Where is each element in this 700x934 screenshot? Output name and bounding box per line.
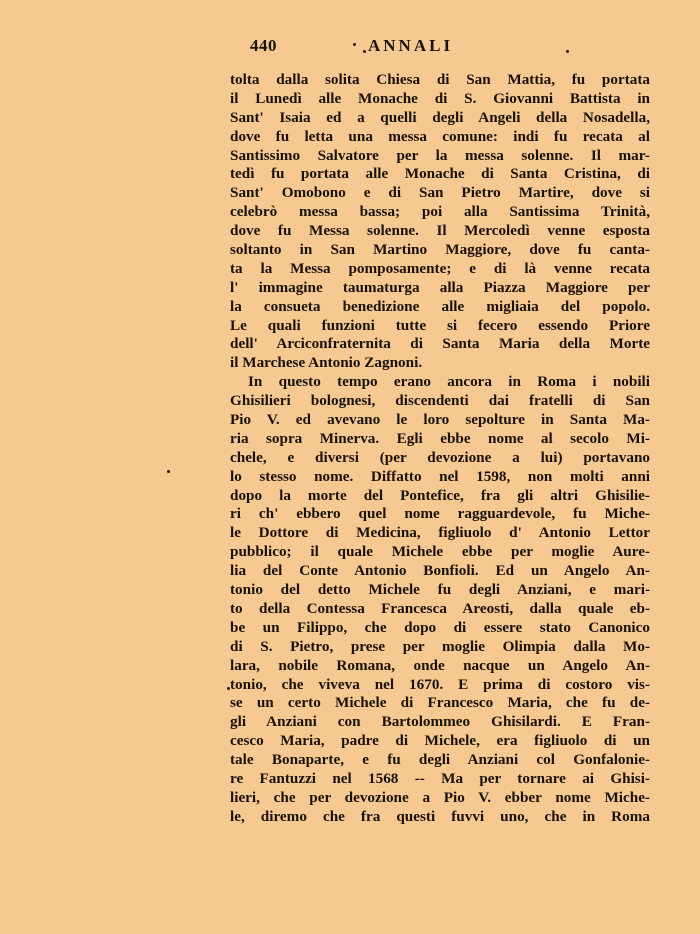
text-line: ria sopra Minerva. Egli ebbe nome al secolo Mi- [230,429,650,447]
text-line: re Fantuzzi nel 1568 -- Ma per tornare ai Ghisi- [230,769,650,787]
text-line: soltanto in San Martino Maggiore, dove fu canta- [230,241,650,259]
text-line: Sant' Isaia ed a quelli degli Angeli della Nosadella, [230,108,650,126]
ornament-dot [566,50,569,53]
text-line: Pio V. ed avevano le loro sepolture in Santa Ma- [230,411,650,429]
stray-mark [167,470,170,473]
text-line: lara, nobile Romana, onde nacque un Angelo An- [230,656,650,674]
text-line: dove fu letta una messa comune: indi fu recata al [230,127,650,145]
text-line: tolta dalla solita Chiesa di San Mattia, fu portata [230,71,650,88]
text-line: cesco Maria, padre di Michele, era figliuolo di un [230,732,650,750]
text-line: tonio, che viveva nel 1670. E prima di costoro vis- [230,675,650,693]
text-line: tonio del detto Michele fu degli Anziani, e mari- [230,581,650,599]
text-line: be un Filippo, che dopo di essere stato Canonico [230,618,650,636]
paragraph-1 [230,71,650,373]
text-line: tedì fu portata alle Monache di Santa Cristina, di [230,165,650,183]
text-line: celebrò messa bassa; poi alla Santissima Trinità, [230,203,650,221]
text-line: pubblico; il quale Michele ebbe per moglie Aure- [230,543,650,561]
text-line: se un certo Michele di Francesco Maria, che fu de- [230,694,650,712]
text-line: l' immagine taumaturga alla Piazza Maggiore per [230,278,650,296]
text-line: Ghisilieri bolognesi, discendenti dai fratelli di San [230,392,650,410]
text-line: le, diremo che fra questi fuvvi uno, che in Roma [230,807,650,825]
page-header [0,36,700,58]
text-line: la consueta benedizione alle migliaia del popolo. [230,297,650,315]
text-line: lo stesso nome. Diffatto nel 1598, non molti anni [230,467,650,485]
ornament-dot [363,50,366,53]
text-line: tale Bonaparte, e fu degli Anziani col Gonfalonie- [230,751,650,769]
text-line: di S. Pietro, prese per moglie Olimpia dalla Mo- [230,637,650,655]
paragraph-2 [230,373,650,826]
text-line: dove fu Messa solenne. Il Mercoledì venne esposta [230,222,650,240]
text-line: gli Anziani con Bartolommeo Ghisilardi. E Fran- [230,713,650,731]
text-line: to della Contessa Francesca Areosti, dalla quale eb- [230,599,650,617]
body-text [230,71,650,827]
text-line: dopo la morte del Pontefice, fra gli altri Ghisilie- [230,486,650,504]
running-title: ANNALI [368,36,454,55]
text-line: Santissimo Salvatore per la messa solenne. Il mar- [230,146,650,164]
text-line: chele, e diversi (per devozione a lui) portavano [230,448,650,466]
text-line: le Dottore di Medicina, figliuolo d' Antonio Lettor [230,524,650,542]
text-line: ri ch' ebbero quel nome ragguardevole, fu Miche- [230,505,650,523]
text-line: lia del Conte Antonio Bonfioli. Ed un Angelo An- [230,562,650,580]
text-line: ta la Messa pomposamente; e di là venne recata [230,259,650,277]
page-number: 440 [250,36,277,55]
text-line: lieri, che per devozione a Pio V. ebber nome Miche- [230,788,650,806]
text-line: dell' Arciconfraternita di Santa Maria della Morte [230,335,650,353]
text-line: il Marchese Antonio Zagnoni. [230,354,423,372]
text-line: Le quali funzioni tutte si fecero essendo Priore [230,316,650,334]
text-line: In questo tempo erano ancora in Roma i nobili [248,373,650,391]
text-line: Sant' Omobono e di San Pietro Martire, dove si [230,184,650,202]
text-line: il Lunedì alle Monache di S. Giovanni Battista in [230,89,650,107]
ornament-dot [353,43,356,46]
